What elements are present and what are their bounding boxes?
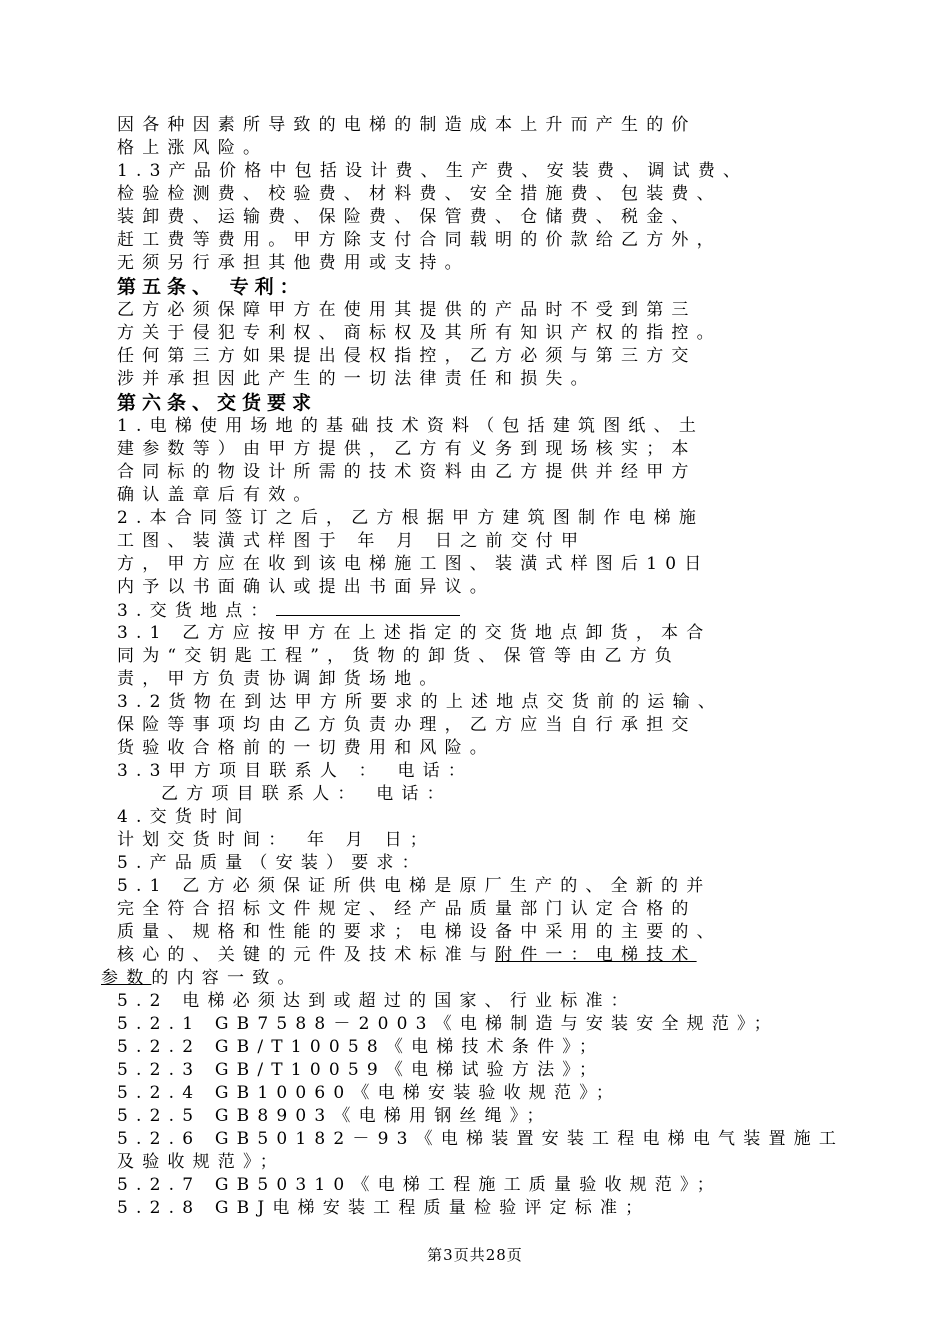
text-line: 乙方必须保障甲方在使用其提供的产品时不受到第三 [117, 300, 697, 320]
text-line: 1.电梯使用场地的基础技术资料（包括建筑图纸、土 [117, 416, 705, 436]
text-line: 检验检测费、校验费、材料费、安全措施费、包装费、 [117, 184, 722, 204]
text-line: 及验收规范》； [117, 1152, 285, 1172]
text-line: 5.1 乙方必须保证所供电梯是原厂生产的、全新的并 [117, 876, 712, 896]
text-line: 2.本合同签订之后，乙方根据甲方建筑图制作电梯施 [117, 508, 705, 528]
text-line: 同为“交钥匙工程”，货物的卸货、保管等由乙方负 [117, 646, 680, 666]
text-line: 工图、装潢式样图于 年 月 日之前交付甲 [117, 531, 587, 551]
text-line: 因各种因素所导致的电梯的制造成本上升而产生的价 [117, 115, 697, 135]
text-line: 建参数等）由甲方提供，乙方有义务到现场核实；本 [117, 439, 697, 459]
text-line: 确认盖章后有效。 [117, 485, 319, 505]
annex-reference-cont: 参数 [101, 968, 152, 988]
text-line: 5.2 电梯必须达到或超过的国家、行业标准： [117, 991, 636, 1011]
text-line [101, 967, 829, 990]
text-line: 赶工费等费用。甲方除支付合同载明的价款给乙方外， [117, 230, 722, 250]
text-line: 方，甲方应在收到该电梯施工图、装潢式样图后10日 [117, 554, 710, 574]
text-line: 责，甲方负责协调卸货场地。 [117, 669, 445, 689]
text-line: 5.2.7 GB50310《电梯工程施工质量验收规范》； [117, 1175, 722, 1195]
text-line: 5.2.6 GB50182－93《电梯装置安装工程电梯电气装置施工 [117, 1129, 845, 1149]
text-line: 乙方项目联系人： 电话： [161, 784, 452, 804]
text-line: 无须另行承担其他费用或支持。 [117, 253, 470, 273]
text-line: 5.2.8 GBJ电梯安装工程质量检验评定标准； [117, 1198, 651, 1218]
article-heading: 第六条、交货要求 [117, 392, 318, 414]
text-line: 完全符合招标文件规定、经产品质量部门认定合格的 [117, 899, 697, 919]
text-line: 货验收合格前的一切费用和风险。 [117, 738, 495, 758]
text-line: 内予以书面确认或提出书面异议。 [117, 577, 495, 597]
text-line: 任何第三方如果提出侵权指控，乙方必须与第三方交 [117, 346, 697, 366]
delivery-place-label: 3.交货地点： [117, 601, 276, 621]
text-line: 5.产品质量（安装）要求： [117, 853, 427, 873]
text-line: 5.2.1 GB7588－2003《电梯制造与安装安全规范》； [117, 1014, 779, 1034]
annex-reference: 附件一：电梯技术 [495, 945, 697, 965]
contract-body [101, 114, 845, 1220]
text-line: 3.3甲方项目联系人 ： 电话： [117, 761, 474, 781]
text-line: 4.交货时间 [117, 807, 251, 827]
text-line: 保险等事项均由乙方负责办理，乙方应当自行承担交 [117, 715, 697, 735]
text-line: 5.2.3 GB/T10059《电梯试验方法》； [117, 1060, 605, 1080]
text-line: 5.2.2 GB/T10058《电梯技术条件》； [117, 1037, 605, 1057]
text-line: 3.1 乙方应按甲方在上述指定的交货地点卸货，本合 [117, 623, 712, 643]
text-line: 格上涨风险。 [117, 138, 269, 158]
delivery-place-blank [276, 599, 460, 616]
article-heading: 第五条、 专利： [117, 276, 305, 298]
page-number: 第3页共28页 [427, 1246, 523, 1264]
text-fragment: 的内容一致。 [151, 968, 303, 988]
text-line: 质量、规格和性能的要求；电梯设备中采用的主要的、 [117, 922, 722, 942]
text-line: 1.3产品价格中包括设计费、生产费、安装费、调试费、 [117, 161, 749, 181]
text-fragment: 核心的、关键的元件及技术标准与 [117, 945, 495, 965]
text-line: 计划交货时间： 年 月 日； [117, 830, 436, 850]
text-line: 装卸费、运输费、保险费、保管费、仓储费、税金、 [117, 207, 697, 227]
delivery-place-line [117, 599, 829, 622]
text-line: 5.2.4 GB10060《电梯安装验收规范》； [117, 1083, 622, 1103]
text-line: 合同标的物设计所需的技术资料由乙方提供并经甲方 [117, 462, 697, 482]
text-line: 涉并承担因此产生的一切法律责任和损失。 [117, 369, 596, 389]
text-line: 5.2.5 GB8903《电梯用钢丝绳》； [117, 1106, 552, 1126]
text-line: 3.2货物在到达甲方所要求的上述地点交货前的运输、 [117, 692, 724, 712]
text-line: 方关于侵犯专利权、商标权及其所有知识产权的指控。 [117, 323, 722, 343]
text-line [117, 944, 829, 967]
